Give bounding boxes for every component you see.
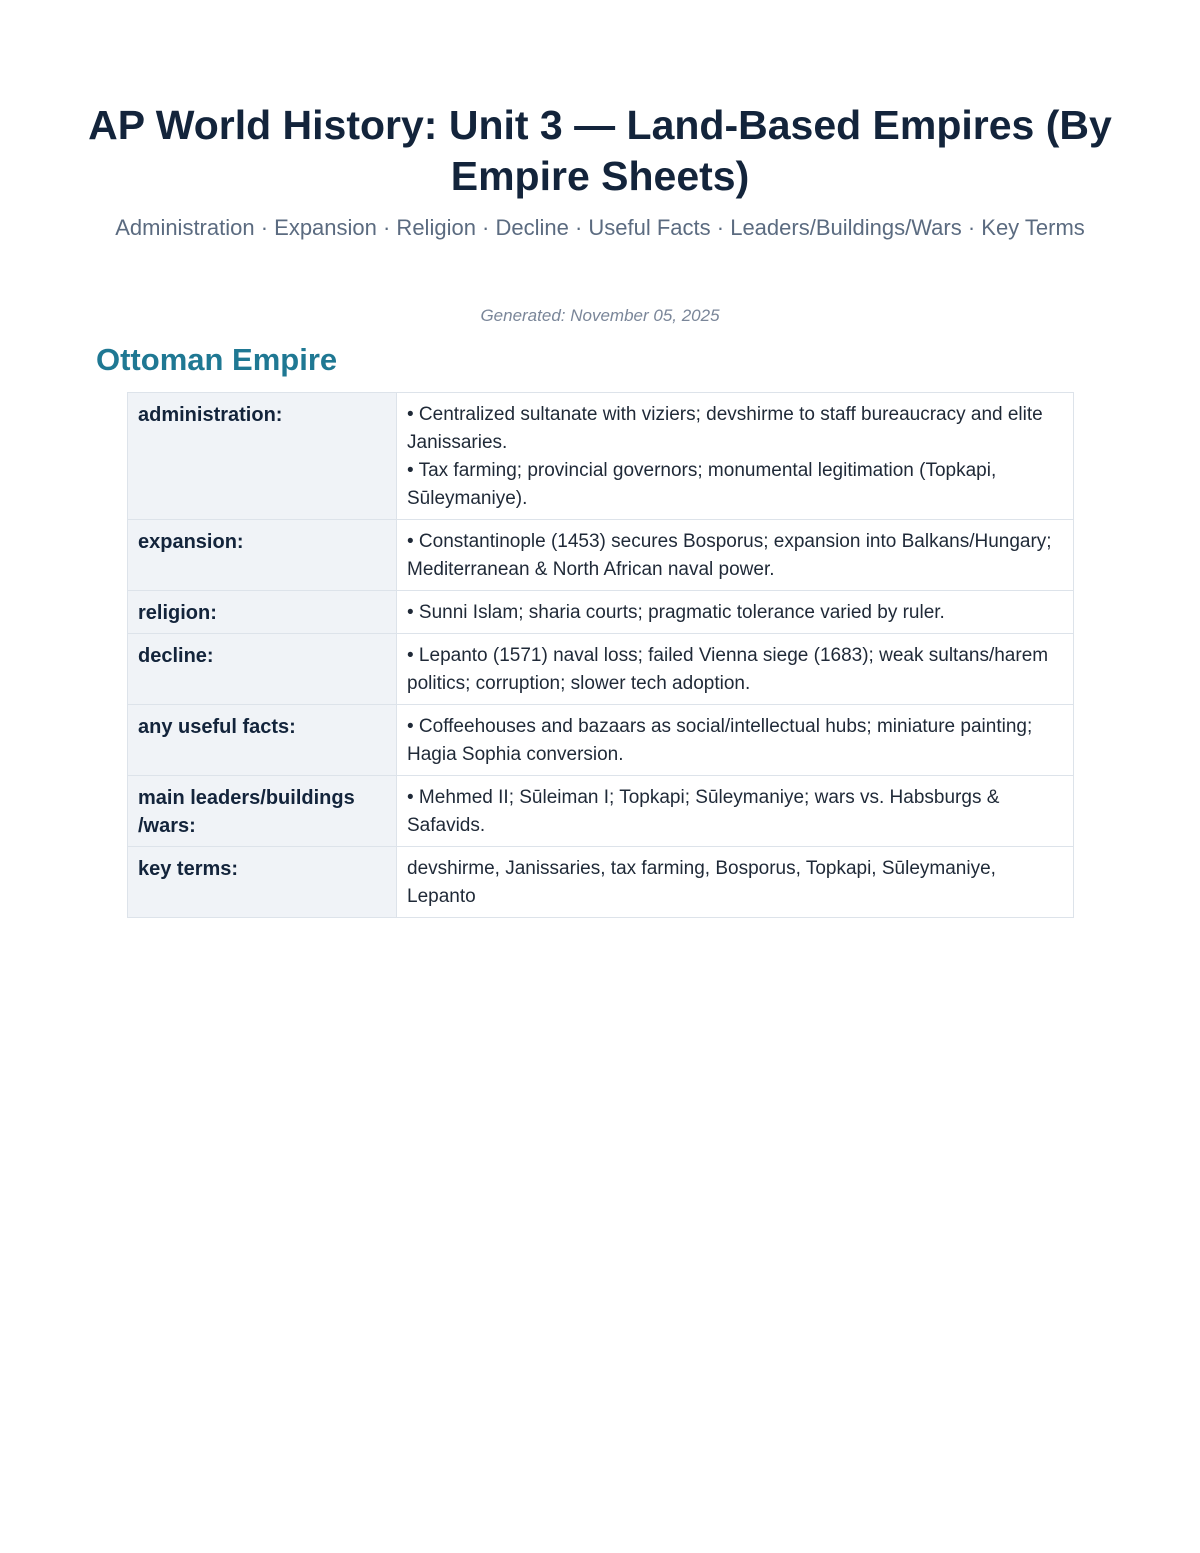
row-line: • Sunni Islam; sharia courts; pragmatic tolerance varied by ruler. <box>407 602 945 623</box>
table-row <box>128 520 1074 591</box>
row-key: any useful facts: <box>128 705 397 776</box>
row-key: expansion: <box>128 520 397 591</box>
row-line: • Constantinople (1453) secures Bosporus; expansion into Balkans/Hungary; Mediterranean & North African naval power. <box>407 531 1052 580</box>
table-row <box>128 776 1074 847</box>
row-line: devshirme, Janissaries, tax farming, Bosporus, Topkapi, Sūleymaniye, Lepanto <box>407 858 996 907</box>
row-line: • Mehmed II; Sūleiman I; Topkapi; Sūleymaniye; wars vs. Habsburgs & Safavids. <box>407 787 1000 836</box>
table-row <box>128 393 1074 520</box>
row-value <box>397 705 1074 776</box>
row-line: • Lepanto (1571) naval loss; failed Vienna siege (1683); weak sultans/harem politics; corruption; slower tech adoption. <box>407 645 1049 694</box>
table-row <box>128 705 1074 776</box>
row-key: administration: <box>128 393 397 520</box>
row-value <box>397 520 1074 591</box>
page-title: AP World History: Unit 3 — Land-Based Empires (By Empire Sheets) <box>88 102 1112 199</box>
row-key: religion: <box>128 591 397 634</box>
row-value <box>397 776 1074 847</box>
row-line: • Coffeehouses and bazaars as social/intellectual hubs; miniature painting; Hagia Sophia conversion. <box>407 716 1033 765</box>
row-value <box>397 634 1074 705</box>
empire-table <box>127 392 1074 918</box>
table-row <box>128 847 1074 918</box>
table-row <box>128 591 1074 634</box>
row-value <box>397 847 1074 918</box>
row-line: • Centralized sultanate with viziers; devshirme to staff bureaucracy and elite Janissaries. <box>407 404 1043 453</box>
generated-date: Generated: November 05, 2025 <box>480 306 720 325</box>
row-key: decline: <box>128 634 397 705</box>
row-key: key terms: <box>128 847 397 918</box>
row-value <box>397 393 1074 520</box>
table-row <box>128 634 1074 705</box>
section-title: Ottoman Empire <box>96 342 338 377</box>
page-subtitle: Administration · Expansion · Religion · Decline · Useful Facts · Leaders/Buildings/Wars · Key Terms <box>115 215 1085 240</box>
row-key: main leaders/buildings /wars: <box>128 776 397 847</box>
row-value <box>397 591 1074 634</box>
row-line: • Tax farming; provincial governors; monumental legitimation (Topkapi, Sūleymaniye). <box>407 460 997 509</box>
